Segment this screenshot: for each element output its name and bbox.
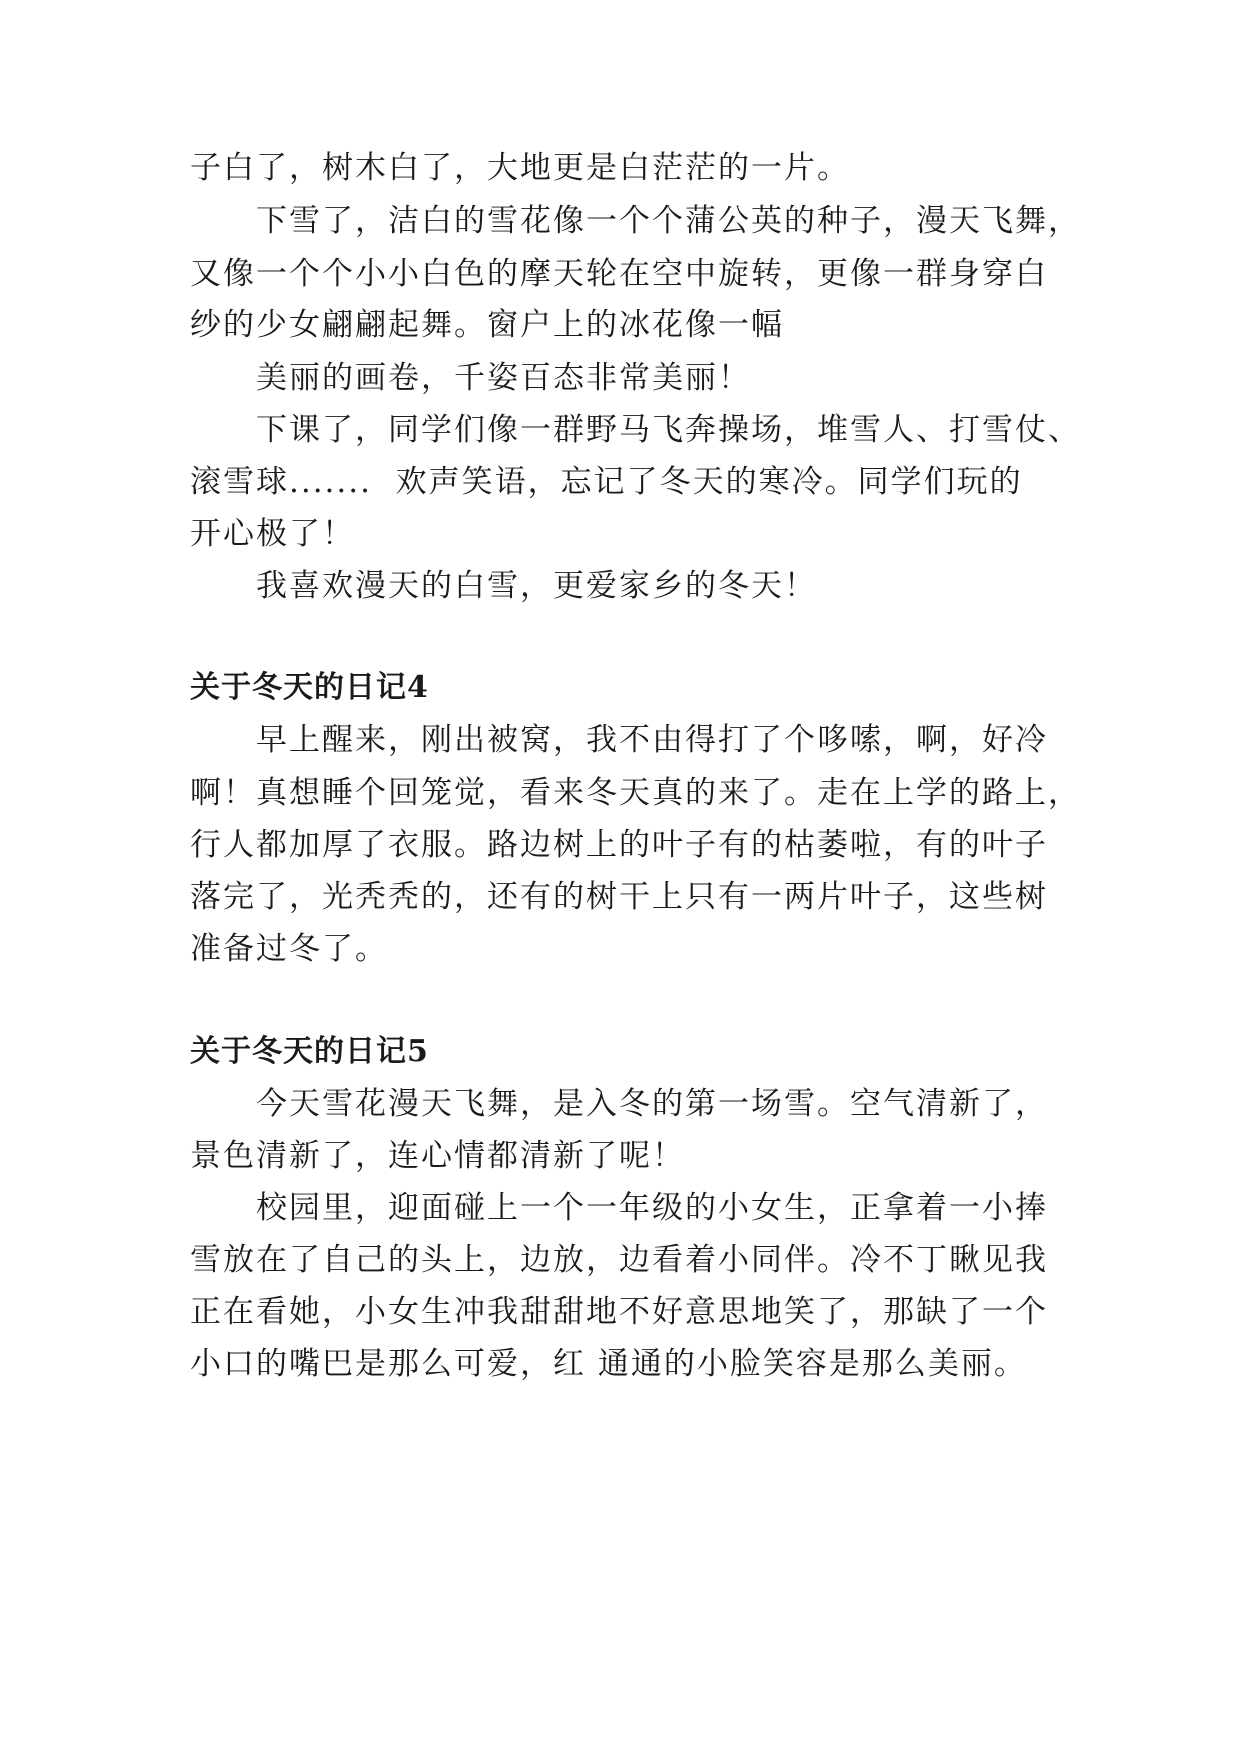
paragraph-line: 景色清新了，连心情都清新了呢！ <box>190 1138 685 1174</box>
paragraph-line: 美丽的画卷，千姿百态非常美丽！ <box>256 360 751 396</box>
paragraph-line: 纱的少女翩翩起舞。窗户上的冰花像一幅 <box>190 307 784 343</box>
paragraph-line: 落完了，光秃秃的，还有的树干上只有一两片叶子，这些树 <box>190 879 1048 915</box>
paragraph-line: 准备过冬了。 <box>190 931 388 967</box>
section-heading: 关于冬天的日记5 <box>190 1034 429 1069</box>
paragraph-line: 下课了，同学们像一群野马飞奔操场，堆雪人、打雪仗、 <box>256 412 1081 448</box>
paragraph-line: 又像一个个小小白色的摩天轮在空中旋转，更像一群身穿白 <box>190 256 1048 292</box>
paragraph-line: 滚雪球....... 欢声笑语，忘记了冬天的寒冷。同学们玩的 <box>190 464 1023 500</box>
paragraph-line: 开心极了！ <box>190 516 355 552</box>
paragraph-line: 行人都加厚了衣服。路边树上的叶子有的枯萎啦，有的叶子 <box>190 827 1048 863</box>
paragraph-line: 小口的嘴巴是那么可爱，红 通通的小脸笑容是那么美丽。 <box>190 1346 1027 1382</box>
paragraph-line: 雪放在了自己的头上，边放，边看着小同伴。冷不丁瞅见我 <box>190 1242 1048 1278</box>
paragraph-line: 今天雪花漫天飞舞，是入冬的第一场雪。空气清新了， <box>256 1086 1048 1122</box>
paragraph-line: 啊！真想睡个回笼觉，看来冬天真的来了。走在上学的路上， <box>190 775 1081 811</box>
paragraph-line: 校园里，迎面碰上一个一年级的小女生，正拿着一小捧 <box>256 1190 1048 1226</box>
paragraph-line: 我喜欢漫天的白雪，更爱家乡的冬天！ <box>256 568 817 604</box>
section-heading: 关于冬天的日记4 <box>190 670 429 705</box>
paragraph-line: 早上醒来，刚出被窝，我不由得打了个哆嗦，啊，好冷 <box>256 722 1048 758</box>
paragraph-line: 正在看她，小女生冲我甜甜地不好意思地笑了，那缺了一个 <box>190 1294 1048 1330</box>
paragraph-line: 下雪了，洁白的雪花像一个个蒲公英的种子，漫天飞舞， <box>256 203 1081 239</box>
paragraph-line: 子白了，树木白了，大地更是白茫茫的一片。 <box>190 150 850 186</box>
